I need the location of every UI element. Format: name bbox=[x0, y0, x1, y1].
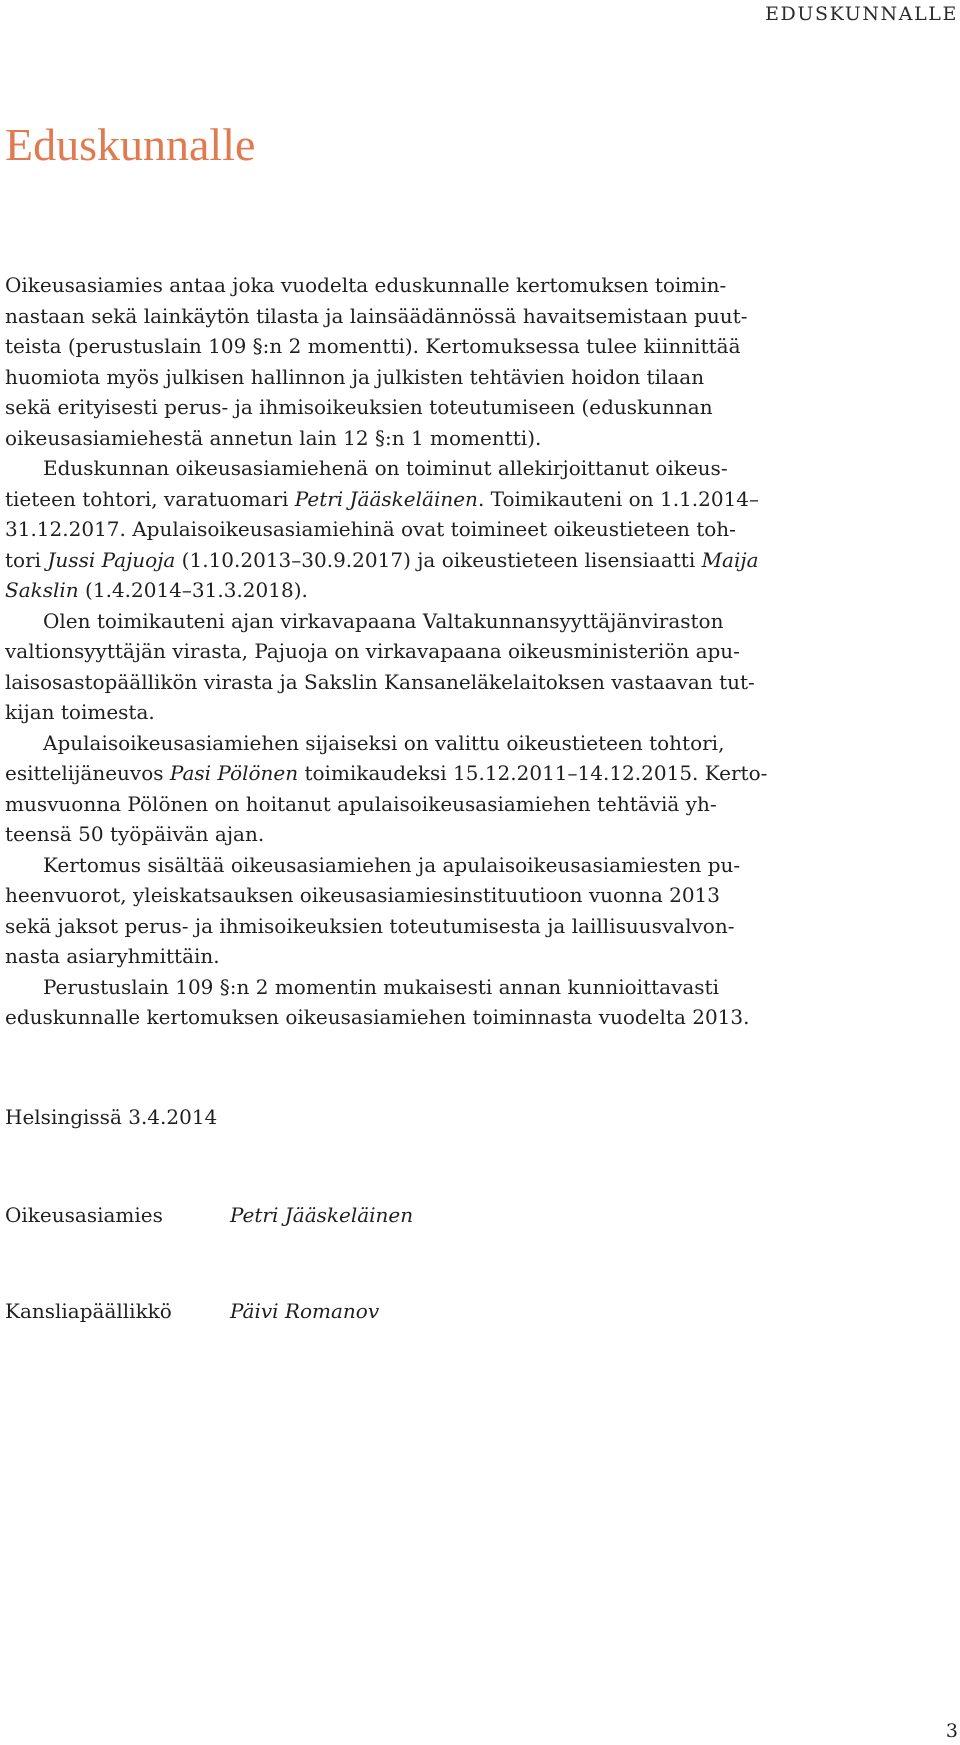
running-header: EDUSKUNNALLE bbox=[765, 3, 958, 25]
signatory-name: Petri Jääskeläinen bbox=[230, 1203, 414, 1227]
person-name: Petri Jääskeläinen bbox=[294, 486, 478, 511]
signature-row bbox=[5, 1299, 379, 1323]
text-line bbox=[5, 545, 785, 576]
text-segment: toimikaudeksi 15.12.2011–14.12.2015. Kerto- bbox=[298, 761, 768, 785]
paragraph-intro bbox=[5, 270, 785, 453]
signatory-name: Päivi Romanov bbox=[230, 1299, 380, 1323]
paragraph-ombudsmen bbox=[5, 453, 785, 606]
person-name: Pasi Pölönen bbox=[169, 761, 299, 785]
text-line: Olen toimikauteni ajan virkavapaana Valtakunnansyyttäjänviraston bbox=[43, 608, 724, 633]
text-line: oikeusasiamiehestä annetun lain 12 §:n 1 momentti). bbox=[5, 425, 542, 450]
text-line bbox=[5, 484, 785, 515]
text-segment: (1.10.2013–30.9.2017) ja oikeustieteen lisensiaatti bbox=[175, 547, 702, 572]
text-line: Apulaisoikeusasiamiehen sijaiseksi on valittu oikeustieteen tohtori, bbox=[43, 730, 725, 755]
text-line: Perustuslain 109 §:n 2 momentin mukaisesti annan kunnioittavasti bbox=[43, 974, 719, 999]
paragraph-submission bbox=[5, 972, 785, 1033]
text-line: kijan toimesta. bbox=[5, 700, 155, 724]
text-segment: tori bbox=[5, 547, 48, 572]
text-line: nastaan sekä lainkäytön tilasta ja lainsäädännössä havaitsemistaan puut- bbox=[5, 303, 748, 328]
signatory-role: Oikeusasiamies bbox=[5, 1203, 163, 1227]
text-line: huomiota myös julkisen hallinnon ja julkisten tehtävien hoidon tilaan bbox=[5, 364, 705, 389]
paragraph-leave bbox=[5, 606, 785, 728]
text-line: sekä erityisesti perus- ja ihmisoikeuksien toteutumiseen (eduskunnan bbox=[5, 395, 713, 419]
text-line: teensä 50 työpäivän ajan. bbox=[5, 822, 265, 846]
paragraph-deputy bbox=[5, 728, 785, 850]
person-name: Sakslin bbox=[5, 578, 79, 602]
text-line: nasta asiaryhmittäin. bbox=[5, 944, 220, 968]
signature-row bbox=[5, 1203, 413, 1227]
text-line: eduskunnalle kertomuksen oikeusasiamiehen toiminnasta vuodelta 2013. bbox=[5, 1005, 750, 1029]
text-segment: (1.4.2014–31.3.2018). bbox=[78, 578, 308, 602]
page-number: 3 bbox=[945, 1720, 958, 1742]
signatory-role: Kansliapäällikkö bbox=[5, 1299, 172, 1323]
text-line: Eduskunnan oikeusasiamiehenä on toiminut allekirjoittanut oikeus- bbox=[43, 456, 728, 480]
text-line: teista (perustuslain 109 §:n 2 momentti). Kertomuksessa tulee kiinnittää bbox=[5, 334, 741, 358]
paragraph-contents bbox=[5, 850, 785, 972]
text-line bbox=[5, 575, 785, 606]
text-line: heenvuorot, yleiskatsauksen oikeusasiamiesinstituutioon vuonna 2013 bbox=[5, 883, 720, 907]
body-text bbox=[5, 270, 785, 1033]
text-line: valtionsyyttäjän virasta, Pajuoja on virkavapaana oikeusministeriön apu- bbox=[5, 639, 740, 663]
text-segment: tieteen tohtori, varatuomari bbox=[5, 486, 295, 511]
text-line: musvuonna Pölönen on hoitanut apulaisoikeusasiamiehen tehtäviä yh- bbox=[5, 791, 717, 816]
text-line: 31.12.2017. Apulaisoikeusasiamiehinä ovat toimineet oikeustieteen toh- bbox=[5, 517, 736, 541]
person-name: Maija bbox=[701, 547, 759, 572]
text-line: sekä jaksot perus- ja ihmisoikeuksien toteutumisesta ja laillisuusvalvon- bbox=[5, 913, 735, 938]
text-line: Kertomus sisältää oikeusasiamiehen ja apulaisoikeusasiamiesten pu- bbox=[43, 852, 741, 877]
place-date: Helsingissä 3.4.2014 bbox=[5, 1105, 218, 1129]
text-line: laisosastopäällikön virasta ja Sakslin Kansaneläkelaitoksen vastaavan tut- bbox=[5, 669, 755, 694]
text-segment: . Toimikauteni on 1.1.2014– bbox=[477, 486, 760, 511]
text-line: Oikeusasiamies antaa joka vuodelta eduskunnalle kertomuksen toimin- bbox=[5, 273, 727, 297]
person-name: Jussi Pajuoja bbox=[47, 547, 176, 572]
page-title: Eduskunnalle bbox=[5, 119, 256, 170]
text-segment: esittelijäneuvos bbox=[5, 761, 170, 785]
text-line bbox=[5, 758, 785, 789]
